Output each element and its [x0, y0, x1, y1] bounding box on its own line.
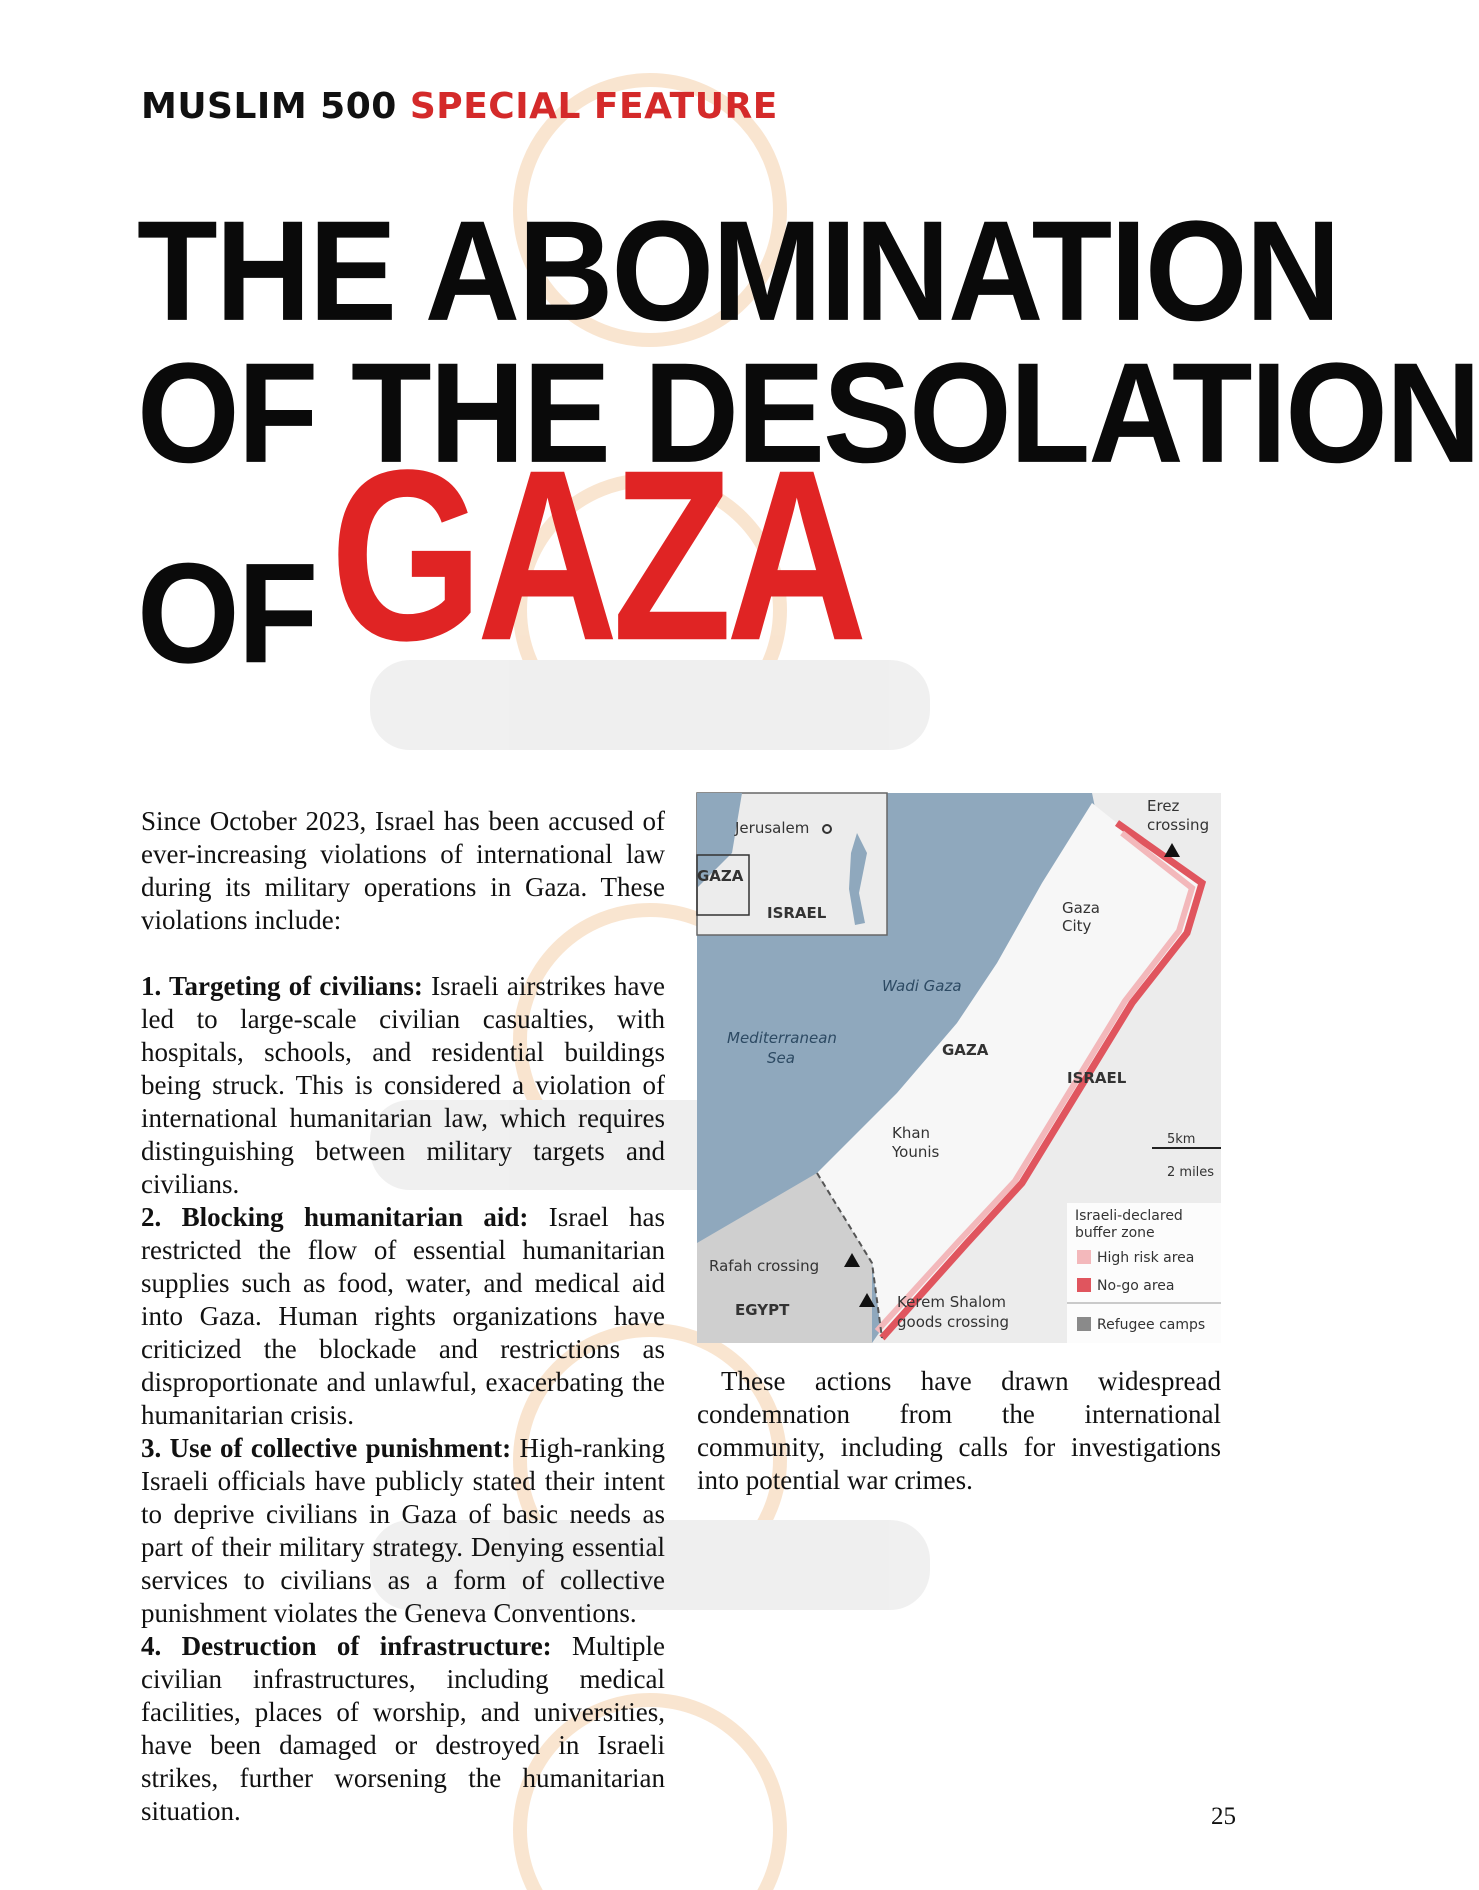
- map-label-erez-crossing: crossing: [1147, 816, 1210, 834]
- headline-highlight-gaza: GAZA: [330, 419, 862, 692]
- legend-title-2: buffer zone: [1075, 1225, 1155, 1241]
- map-label-sea: Sea: [767, 1049, 795, 1067]
- map-label-gaza-city: Gaza: [1062, 899, 1100, 917]
- legend-swatch-high-risk: [1077, 1250, 1091, 1264]
- article-item-3: [141, 1432, 665, 1630]
- article-conclusion: These actions have drawn widespread condemnation from the international community, including calls for investigations into potential war crimes.: [697, 1366, 1221, 1495]
- page-number: 25: [1211, 1803, 1236, 1830]
- map-label-erez: Erez: [1147, 797, 1180, 815]
- article-item-3-text: High-ranking Israeli officials have publicly stated their intent to deprive civilians in Gaza of basic needs as part of their military strategy. Denying essential services to civilians as a form of collective punishment violates the Geneva Conventions.: [141, 1433, 666, 1628]
- map-label-gaza-city-2: City: [1062, 917, 1092, 935]
- map-label-scale-mi: 2 miles: [1167, 1165, 1215, 1180]
- headline-line-3-prefix: OF: [137, 533, 317, 693]
- article-item-2-title: 2. Blocking humanitarian aid:: [141, 1202, 529, 1232]
- article-item-1: [141, 970, 665, 1201]
- article-item-1-text: Israeli airstrikes have led to large-scale civilian casualties, with hospitals, schools, and residential buildings being struck. This is considered a violation of international humanitarian law, which requires distinguishing between military targets and civilians.: [141, 971, 666, 1199]
- article-item-2-text: Israel has restricted the flow of essential humanitarian supplies such as food, water, and medical aid into Gaza. Human rights organizations have criticized the blockade and restrictions as disproportionate and unlawful, exacerbating the humanitarian crisis.: [141, 1202, 665, 1430]
- legend-title-1: Israeli-declared: [1075, 1208, 1183, 1224]
- map-label-egypt: EGYPT: [735, 1301, 790, 1319]
- map-label-gaza: GAZA: [942, 1041, 989, 1059]
- headline-line-1: THE ABOMINATION: [137, 191, 1339, 351]
- article-item-4-title: 4. Destruction of infrastructure:: [141, 1631, 552, 1661]
- feature-label-primary: MUSLIM 500: [141, 86, 397, 127]
- article-item-3-title: 3. Use of collective punishment:: [141, 1433, 512, 1463]
- article-intro: Since October 2023, Israel has been accused of ever-increasing violations of international law during its military operations in Gaza. These violations include:: [141, 806, 665, 935]
- map-label-wadi-gaza: Wadi Gaza: [882, 977, 962, 995]
- gaza-map: [697, 793, 1221, 1343]
- map-label-gaza-inset: GAZA: [697, 867, 744, 885]
- legend-high-risk: High risk area: [1097, 1250, 1195, 1266]
- headline-line-2: OF THE DESOLATION: [137, 333, 1479, 493]
- map-label-scale-km: 5km: [1167, 1132, 1196, 1147]
- article-item-1-title: 1. Targeting of civilians:: [141, 971, 423, 1001]
- article-item-4-text: Multiple civilian infrastructures, including medical facilities, places of worship, and universities, have been damaged or destroyed in Israeli strikes, further worsening the humanitarian situation.: [141, 1631, 666, 1826]
- map-label-rafah: Rafah crossing: [709, 1257, 820, 1275]
- legend-swatch-refugee: [1077, 1317, 1091, 1331]
- article-column-right: [697, 1365, 1221, 1497]
- map-label-younis: Younis: [892, 1143, 940, 1161]
- article-item-2: [141, 1201, 665, 1432]
- article-column-left: [141, 805, 665, 1828]
- map-label-jerusalem: Jerusalem: [735, 819, 810, 837]
- legend-swatch-no-go: [1077, 1278, 1091, 1292]
- feature-label: [141, 86, 778, 127]
- map-label-mediterranean: Mediterranean: [727, 1029, 837, 1047]
- feature-label-highlight: SPECIAL FEATURE: [409, 86, 778, 127]
- headline-line-3: [137, 419, 862, 696]
- map-label-israel: ISRAEL: [1067, 1069, 1127, 1087]
- map-label-kerem: Kerem Shalom: [897, 1293, 1006, 1311]
- legend-no-go: No-go area: [1097, 1278, 1175, 1294]
- map-label-israel-inset: ISRAEL: [767, 904, 827, 922]
- map-label-kerem-goods: goods crossing: [897, 1313, 1010, 1331]
- legend-refugee: Refugee camps: [1097, 1317, 1206, 1333]
- article-item-4: [141, 1630, 665, 1828]
- map-label-khan: Khan: [892, 1124, 931, 1142]
